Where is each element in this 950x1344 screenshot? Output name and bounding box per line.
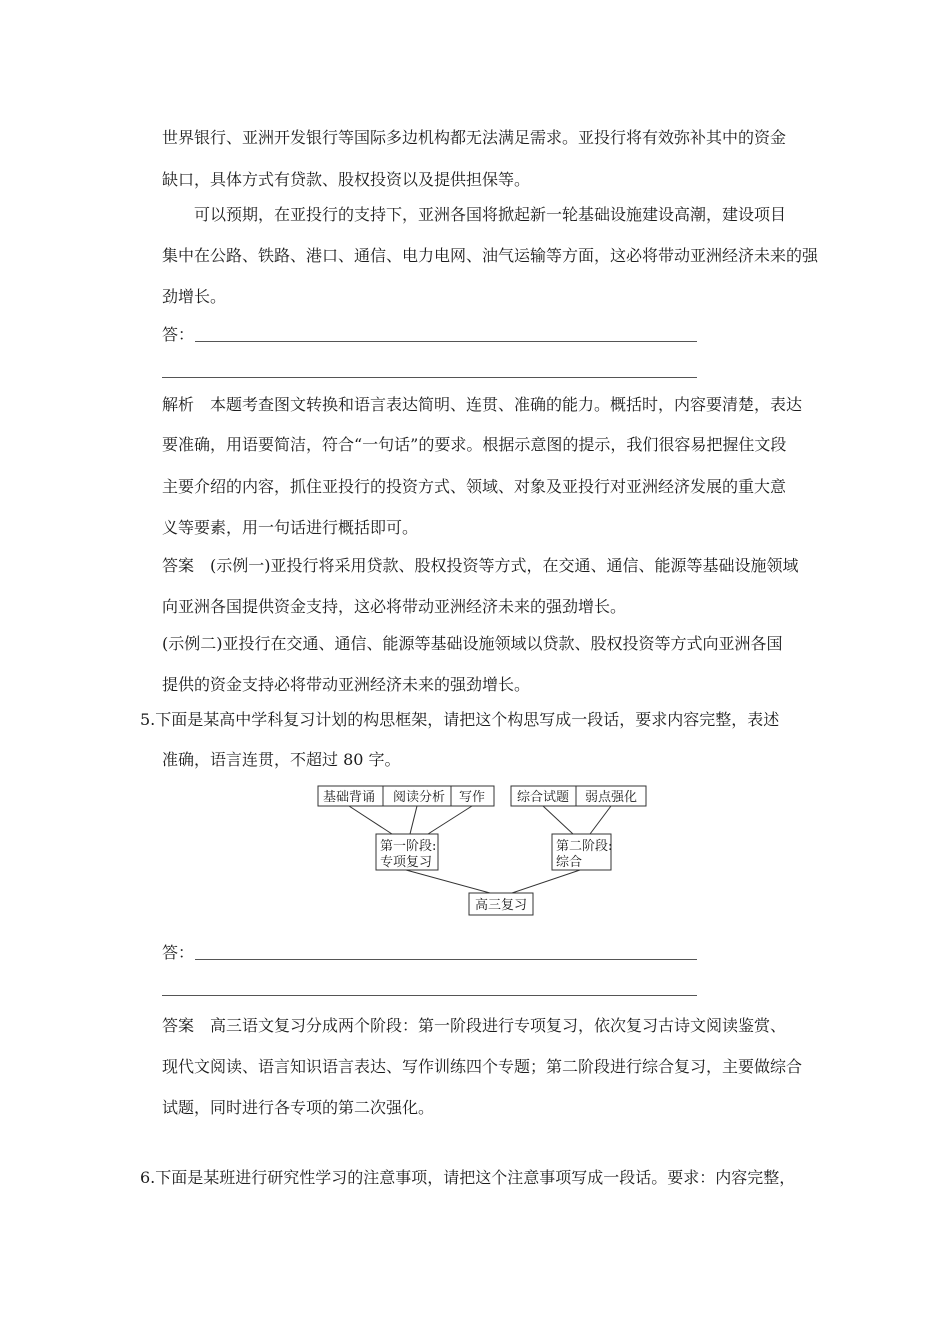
analysis-line: 解析 本题考查图文转换和语言表达简明、连贯、准确的能力。概括时，内容要清楚，表达: [162, 395, 803, 414]
analysis-line: 义等要素，用一句话进行概括即可。: [162, 518, 419, 537]
answer-label: 答：: [162, 943, 195, 962]
paragraph-line: 可以预期，在亚投行的支持下，亚洲各国将掀起新一轮基础设施建设高潮，建设项目: [194, 205, 787, 224]
paragraph-line: 劲增长。: [162, 287, 227, 306]
answer-line: (示例二)亚投行在交通、通信、能源等基础设施领域以贷款、股权投资等方式向亚洲各国: [162, 634, 783, 653]
question-line: 准确，语言连贯，不超过 80 字。: [162, 750, 401, 769]
answer-label: 答案: [162, 1016, 195, 1035]
answer-label: 答：: [162, 325, 195, 344]
diagram-stage1-line2: 专项复习: [380, 855, 433, 870]
answer-line: 向亚洲各国提供资金支持，这必将带动亚洲经济未来的强劲增长。: [162, 597, 627, 616]
question-line: 5.下面是某高中学科复习计划的构思框架，请把这个构思写成一段话，要求内容完整，表述: [140, 710, 780, 729]
answer-label: 答案: [162, 556, 195, 575]
answer-line: 现代文阅读、语言知识语言表达、写作训练四个专题；第二阶段进行综合复习，主要做综合: [162, 1057, 803, 1076]
analysis-line: 要准确，用语要简洁，符合“一句话”的要求。根据示意图的提示，我们很容易把握住文段: [162, 435, 787, 454]
diagram-node-basic-recitation: 基础背诵: [323, 790, 376, 805]
analysis-label: 解析: [162, 395, 195, 414]
answer-blank-line: [162, 995, 697, 996]
diagram-stage1-line1: 第一阶段:: [380, 839, 437, 854]
paragraph-line: 世界银行、亚洲开发银行等国际多边机构都无法满足需求。亚投行将有效弥补其中的资金: [162, 128, 787, 147]
diagram-stage2-line2: 综合: [556, 855, 583, 870]
diagram-node-weakness-strengthening: 弱点强化: [585, 790, 638, 805]
diagram-stage2-line1: 第二阶段:: [556, 839, 613, 854]
answer-line: 答案 (示例一)亚投行将采用贷款、股权投资等方式，在交通、通信、能源等基础设施领域: [162, 556, 799, 575]
diagram-node-reading-analysis: 阅读分析: [393, 790, 446, 805]
diagram-root: 高三复习: [475, 898, 528, 913]
answer-line: 试题，同时进行各专项的第二次强化。: [162, 1098, 435, 1117]
paragraph-line: 缺口，具体方式有贷款、股权投资以及提供担保等。: [162, 170, 531, 189]
answer-line: 答案 高三语文复习分成两个阶段：第一阶段进行专项复习，依次复习古诗文阅读鉴赏、: [162, 1016, 787, 1035]
answer-line: 提供的资金支持必将带动亚洲经济未来的强劲增长。: [162, 675, 531, 694]
diagram-node-comprehensive-test: 综合试题: [517, 790, 570, 805]
paragraph-line: 集中在公路、铁路、港口、通信、电力电网、油气运输等方面，这必将带动亚洲经济未来的强: [162, 246, 819, 265]
diagram-node-writing: 写作: [459, 790, 486, 805]
question-line: 6.下面是某班进行研究性学习的注意事项，请把这个注意事项写成一段话。要求：内容完整，: [140, 1168, 796, 1187]
answer-blank-line: [195, 959, 697, 960]
analysis-line: 主要介绍的内容，抓住亚投行的投资方式、领域、对象及亚投行对亚洲经济发展的重大意: [162, 477, 787, 496]
